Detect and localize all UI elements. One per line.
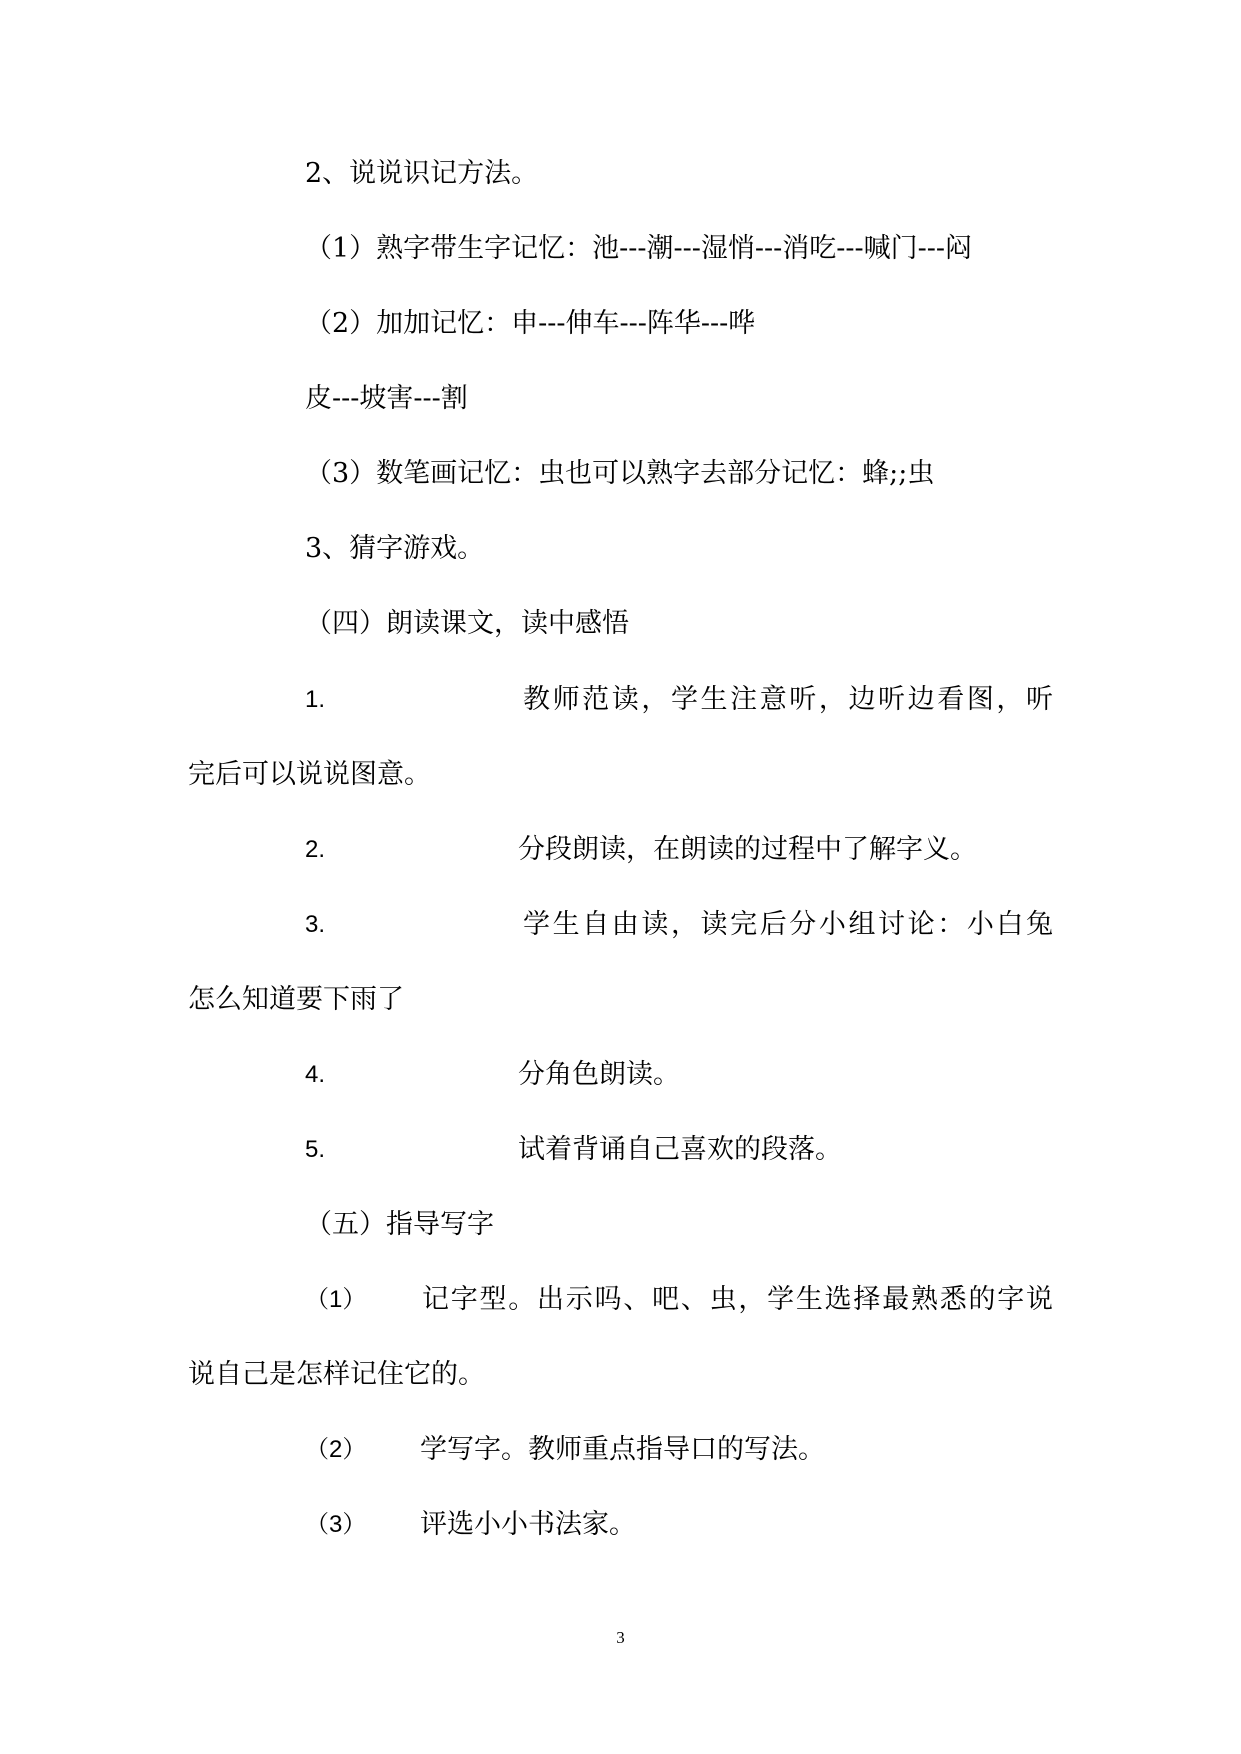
step-text-3-continued: 怎么知道要下雨了 <box>188 984 404 1015</box>
step-text-2: 分段朗读，在朗读的过程中了解字义。 <box>518 834 977 865</box>
step-number-4: 4. <box>305 1061 326 1088</box>
paragraph-addition-memory-continued: 皮---坡害---割 <box>305 383 468 414</box>
step-number-2: 2. <box>305 836 326 863</box>
paragraph-guessing-game: 3、猜字游戏。 <box>305 533 485 564</box>
step-text-1-continued: 完后可以说说图意。 <box>188 759 431 790</box>
writing-step-text-3: 评选小小书法家。 <box>420 1509 636 1540</box>
paragraph-addition-memory: （2）加加记忆：申---伸车---阵华---哗 <box>305 308 756 339</box>
writing-step-text-2: 学写字。教师重点指导口的写法。 <box>420 1434 825 1465</box>
paragraph-familiar-char-memory: （1）熟字带生字记忆：池---潮---湿悄---消吃---喊门---闷 <box>305 233 973 264</box>
page-number: 3 <box>616 1628 625 1647</box>
paragraph-recognition-methods: 2、说说识记方法。 <box>305 158 539 189</box>
step-number-5: 5. <box>305 1136 326 1163</box>
step-text-1: 教师范读，学生注意听，边听边看图，听 <box>523 684 1053 715</box>
writing-step-number-1: （1） <box>305 1286 367 1313</box>
section-heading-reading: （四）朗读课文，读中感悟 <box>305 608 629 639</box>
writing-step-number-3: （3） <box>305 1511 367 1538</box>
paragraph-stroke-count-memory: （3）数笔画记忆：虫也可以熟字去部分记忆：蜂;;虫 <box>305 458 935 489</box>
step-number-1: 1. <box>305 686 326 713</box>
writing-step-number-2: （2） <box>305 1436 367 1463</box>
step-number-3: 3. <box>305 911 326 938</box>
writing-step-text-1: 记字型。出示吗、吧、虫，学生选择最熟悉的字说 <box>422 1284 1053 1315</box>
section-heading-writing: （五）指导写字 <box>305 1209 494 1240</box>
step-text-3: 学生自由读，读完后分小组讨论：小白兔 <box>523 909 1053 940</box>
step-text-5: 试着背诵自己喜欢的段落。 <box>518 1134 842 1165</box>
step-text-4: 分角色朗读。 <box>518 1059 680 1090</box>
writing-step-text-1-continued: 说自己是怎样记住它的。 <box>188 1359 485 1390</box>
